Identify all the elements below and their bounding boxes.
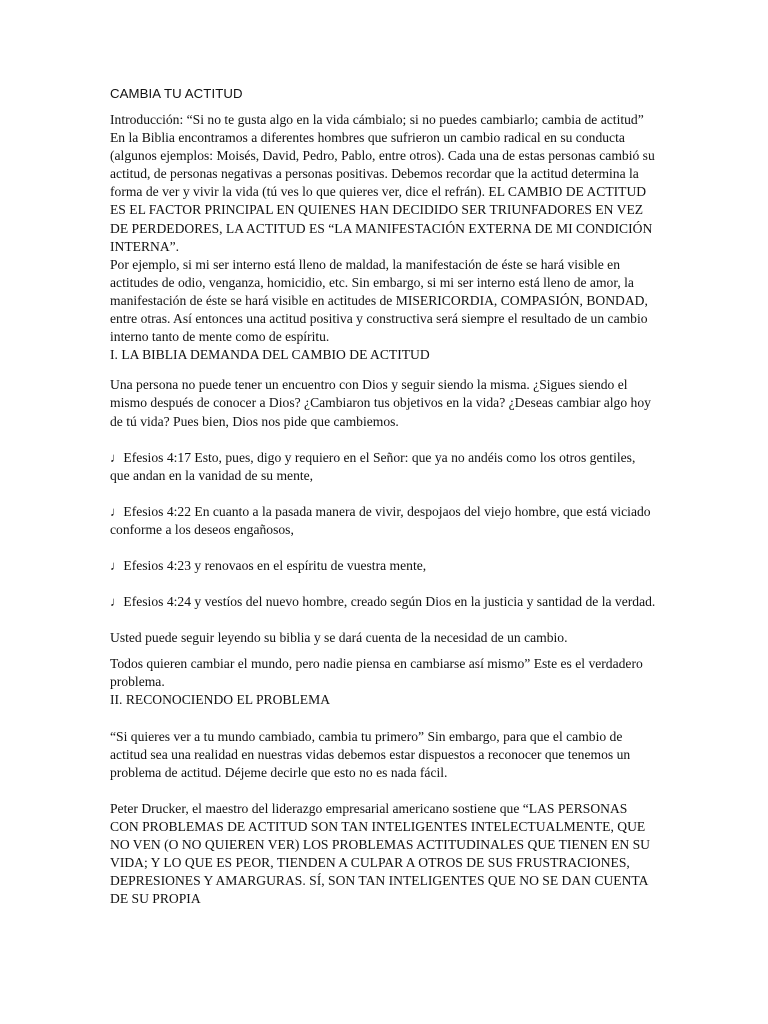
intro-paragraph-2: Por ejemplo, si mi ser interno está lleno de maldad, la manifestación de éste se hará visible en actitudes de odio, venganza, homicidio, etc. Sin embargo, si mi ser interno está lleno de amor, la manifestación de éste se hará visible en actitudes de MISERICORDIA, COMPASIÓN, BONDAD, entre otras. Así entonces una actitud positiva y constructiva será siempre el resultado de un cambio interno tanto de mente como de espíritu. (110, 256, 648, 345)
section-2-heading: II. RECONOCIENDO EL PROBLEMA (110, 692, 331, 708)
document-title: CAMBIA TU ACTITUD (110, 86, 243, 101)
verse-text: Efesios 4:24 y vestíos del nuevo hombre, creado según Dios en la justicia y santidad de la verdad. (123, 594, 656, 610)
verse-item (110, 503, 658, 539)
intro-paragraph: Introducción: “Si no te gusta algo en la vida cámbialo; si no puedes cambiarlo; cambia de actitud” En la Biblia encontramos a diferentes hombres que sufrieron un cambio radical en su conducta (algunos ejemplos: Moisés, David, Pedro, Pablo, entre otros). Cada una de estas personas cambió su actitud, de personas negativas a personas positivas. Debemos recordar que la actitud determina la forma de ver y vivir la vida (tú ves lo que quieres ver, dice el refrán). EL CAMBIO DE ACTITUD ES EL FACTOR PRINCIPAL EN QUIENES HAN DECIDIDO SER TRIUNFADORES EN VEZ DE PERDEDORES, LA ACTITUD ES “LA MANIFESTACIÓN EXTERNA DE MI CONDICIÓN INTERNA”. (110, 112, 655, 254)
music-note-icon: ♩ (110, 503, 123, 519)
section-2-paragraph: “Si quieres ver a tu mundo cambiado, cambia tu primero” Sin embargo, para que el cambio de actitud sea una realidad en nuestras vidas debemos estar dispuestos a reconocer que tenemos un problema de actitud. Déjeme decirle que esto no es nada fácil. (110, 728, 631, 780)
verse-text: Efesios 4:17 Esto, pues, digo y requiero en el Señor: que ya no andéis como los otros gentiles, que andan en la vanidad de su mente, (110, 449, 636, 483)
music-note-icon: ♩ (110, 594, 123, 610)
section-1-paragraph: Una persona no puede tener un encuentro con Dios y seguir siendo la misma. ¿Sigues siendo el mismo después de conocer a Dios? ¿Cambiaron tus objetivos en la vida? ¿Deseas cambiar algo hoy de tú vida? Pues bien, Dios nos pide que cambiemos. (110, 377, 651, 429)
verse-text: Efesios 4:23 y renovaos en el espíritu de vuestra mente, (123, 557, 427, 573)
music-note-icon: ♩ (110, 557, 123, 573)
document-page (110, 84, 658, 908)
verse-item (110, 557, 658, 575)
section-1-paragraph-2: Usted puede seguir leyendo su biblia y se dará cuenta de la necesidad de un cambio. (110, 630, 568, 646)
section-2-quote-paragraph: Peter Drucker, el maestro del liderazgo empresarial americano sostiene que “LAS PERSONAS CON PROBLEMAS DE ACTITUD SON TAN INTELIGENTES INTELECTUALMENTE, QUE NO VEN (O NO QUIEREN VER) LOS PROBLEMAS ACTITUDINALES QUE TIENEN EN SU VIDA; Y LO QUE ES PEOR, TIENDEN A CULPAR A OTROS DE SUS FRUSTRACIONES, DEPRESIONES Y AMARGURAS. SÍ, SON TAN INTELIGENTES QUE NO SE DAN CUENTA DE SU PROPIA (110, 800, 650, 907)
music-note-icon: ♩ (110, 449, 123, 465)
verse-text: Efesios 4:22 En cuanto a la pasada manera de vivir, despojaos del viejo hombre, que está viciado conforme a los deseos engañosos, (110, 503, 651, 537)
section-1-heading: I. LA BIBLIA DEMANDA DEL CAMBIO DE ACTITUD (110, 347, 430, 363)
section-1-paragraph-3: Todos quieren cambiar el mundo, pero nadie piensa en cambiarse así mismo” Este es el verdadero problema. (110, 656, 643, 690)
verse-item (110, 593, 658, 611)
verse-item (110, 449, 658, 485)
